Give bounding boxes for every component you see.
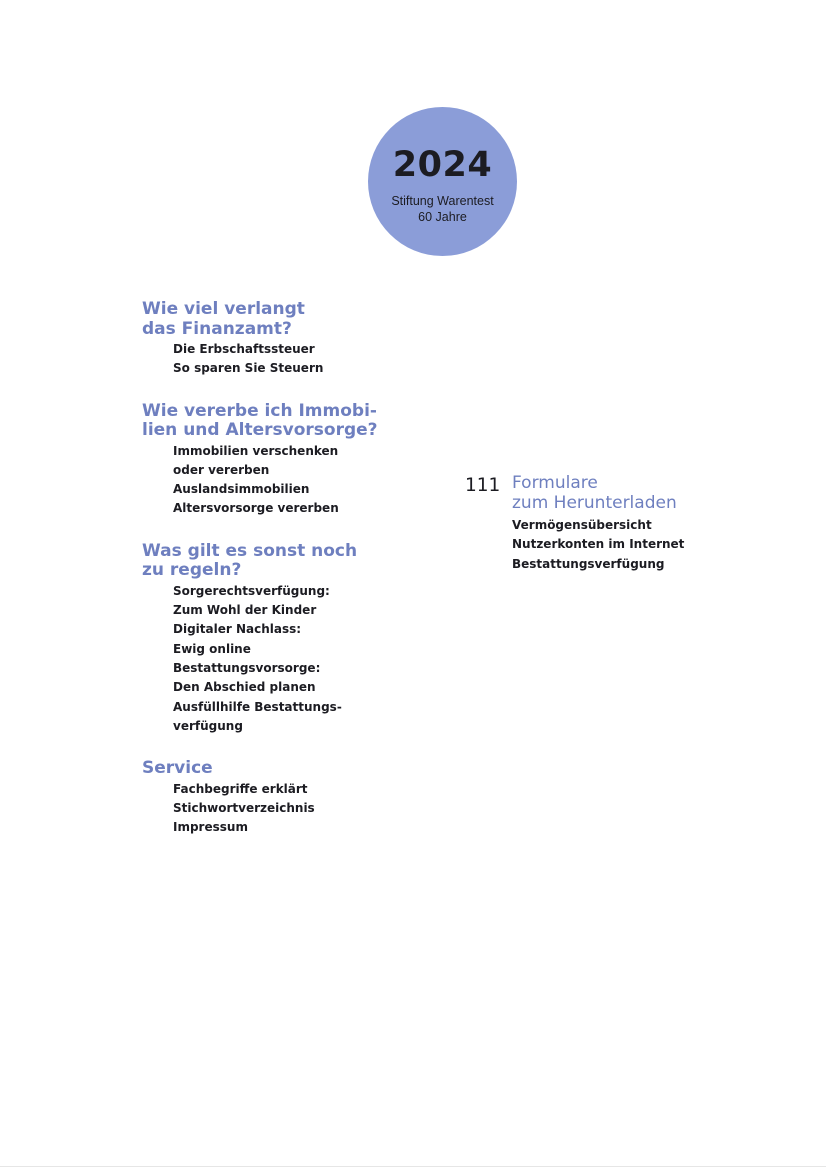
toc-entry-title: Die Erbschaftssteuer: [173, 342, 315, 356]
toc-entry-title: Immobilien verschenken oder vererben: [173, 443, 339, 477]
toc-entry[interactable]: [0, 359, 420, 378]
toc-section-heading[interactable]: [0, 300, 420, 339]
toc-section-downloads: [0, 474, 826, 574]
toc-entry[interactable]: [0, 620, 420, 659]
toc-section: [0, 759, 420, 837]
toc-section-heading[interactable]: [0, 474, 826, 513]
toc-entry[interactable]: [0, 516, 826, 535]
page-bottom-divider: [0, 1166, 826, 1167]
toc-entry-title: Sorgerechtsverfügung: Zum Wohl der Kinder: [173, 583, 330, 618]
toc-entry[interactable]: [0, 799, 420, 818]
toc-section-page: 111: [465, 475, 501, 496]
toc-entry-title: Altersvorsorge vererben: [173, 501, 339, 516]
toc-section-title: Wie vererbe ich Immobi- lien und Altersvorsorge?: [142, 400, 378, 441]
toc-entry[interactable]: [0, 780, 420, 799]
anniversary-badge: [368, 107, 517, 256]
toc-entry-list: [0, 340, 420, 379]
toc-entry[interactable]: [0, 555, 826, 574]
toc-section-title: Service: [142, 758, 213, 779]
toc-entry[interactable]: [0, 340, 420, 359]
toc-right-column: [0, 474, 826, 597]
toc-entry-title: Fachbegriffe erklärt: [173, 781, 308, 796]
toc-entry-list: [0, 582, 420, 736]
badge-year: 2024: [392, 145, 493, 185]
toc-entry[interactable]: [0, 698, 420, 737]
toc-entry-title: Vermögensübersicht: [512, 518, 652, 532]
badge-line-1: Stiftung Warentest: [391, 194, 494, 208]
toc-entry-title: Digitaler Nachlass: Ewig online: [173, 622, 302, 656]
toc-section-title: Wie viel verlangt das Finanzamt?: [142, 299, 305, 339]
toc-entry[interactable]: [0, 659, 420, 698]
toc-entry[interactable]: [0, 535, 826, 554]
toc-entry-title: Stichwortverzeichnis: [173, 800, 315, 815]
toc-entry-title: Bestattungsverfügung: [512, 556, 665, 571]
toc-entry-title: Nutzerkonten im Internet: [512, 537, 685, 552]
toc-section-heading[interactable]: [0, 402, 420, 441]
toc-entry[interactable]: [0, 818, 420, 837]
toc-entry-title: Impressum: [173, 820, 248, 835]
toc-section-heading[interactable]: [0, 759, 420, 779]
badge-line-2: 60 Jahre: [418, 210, 467, 224]
toc-section-title: Formulare zum Herunterladen: [512, 473, 677, 513]
toc-entry-title: Auslandsimmobilien: [173, 482, 310, 497]
toc-section-title: Was gilt es sonst noch zu regeln?: [142, 540, 358, 581]
toc-entry-title: Bestattungsvorsorge: Den Abschied planen: [173, 660, 321, 695]
toc-entry-list: [0, 780, 420, 838]
toc-section: [0, 300, 420, 379]
toc-entry-list: [0, 516, 826, 574]
toc-entry-title: Ausfüllhilfe Bestattungs- verfügung: [173, 699, 342, 733]
toc-entry-title: So sparen Sie Steuern: [173, 361, 324, 376]
